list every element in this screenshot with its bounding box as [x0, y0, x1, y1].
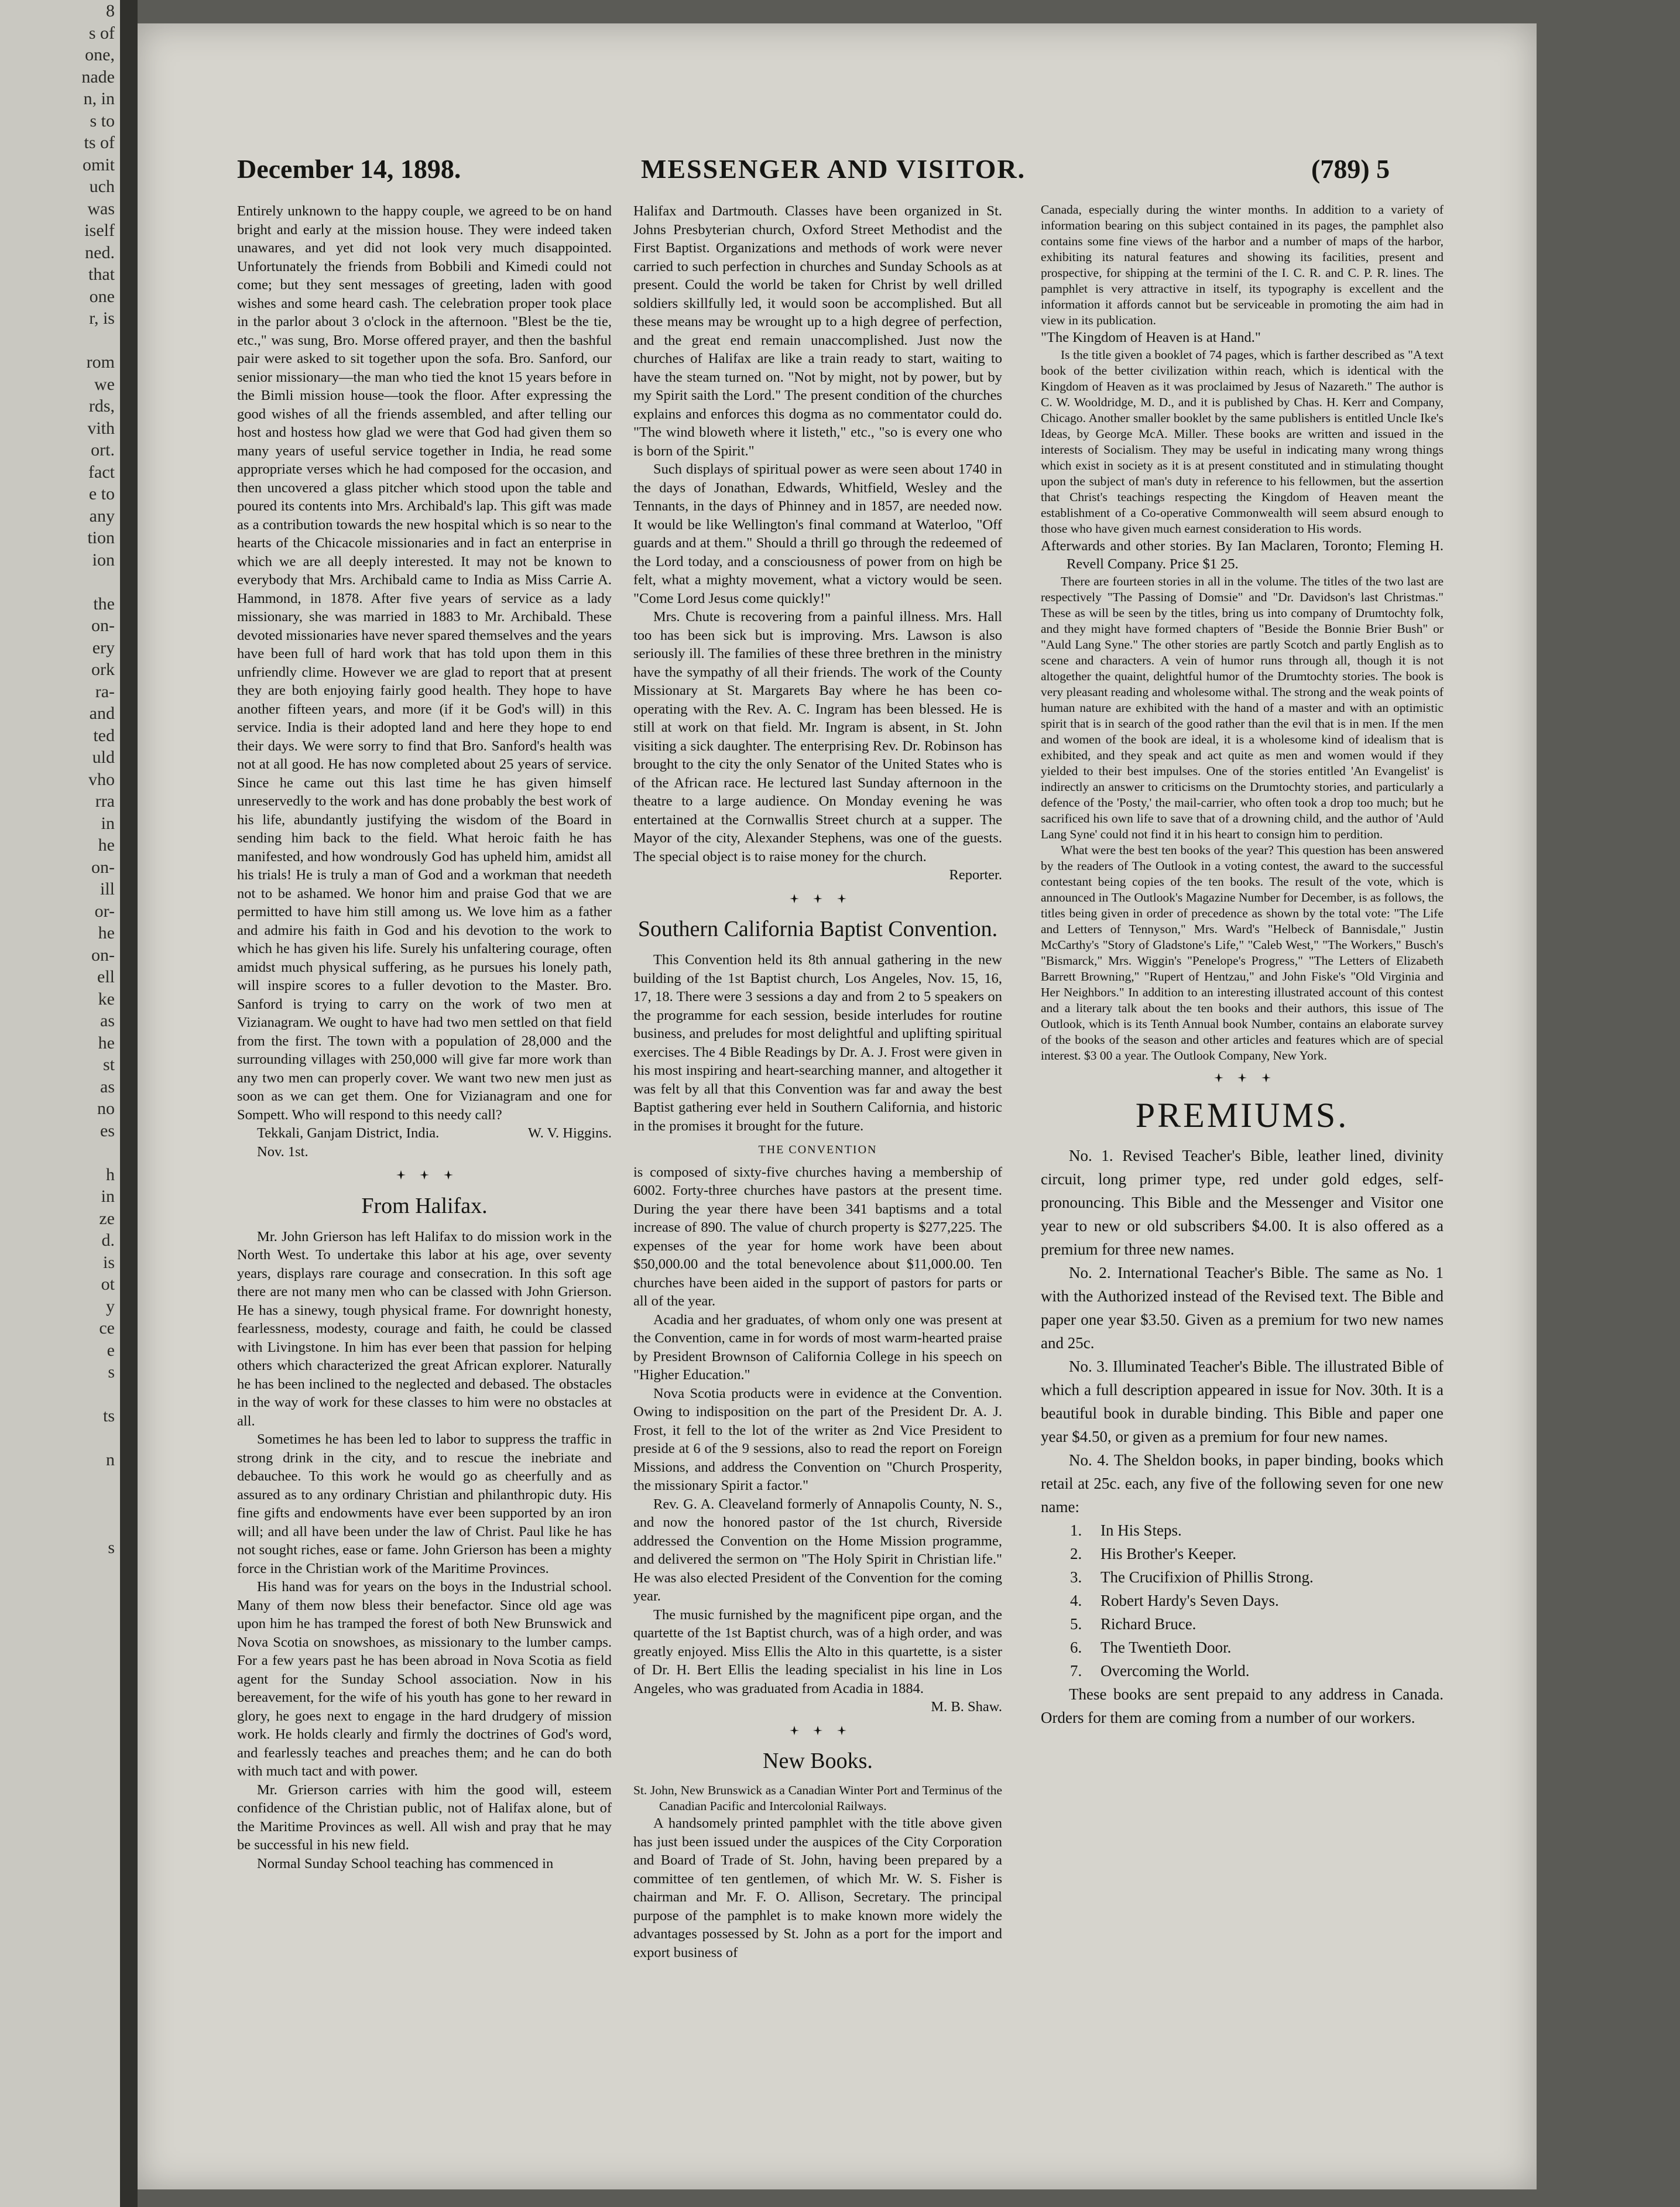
- header-page-number: (789) 5: [1311, 154, 1390, 184]
- margin-line: he: [98, 1033, 115, 1053]
- column-1: [237, 202, 612, 1873]
- margin-line: uld: [92, 748, 115, 767]
- paragraph: The music furnished by the magnificent pipe organ, and the quartette of the 1st Baptist church, was of a high order, and was greatly enjoyed. Miss Ellis the Alto in this quartette, is a sister of Dr. H. Bert Ellis the leading specialist in his line in Los Angeles, who was graduated from Acadia in 1884.: [633, 1606, 1002, 1697]
- separator: [633, 890, 1002, 909]
- header-date: December 14, 1898.: [237, 154, 461, 184]
- margin-line: in: [101, 813, 115, 833]
- list-item-number: 7.: [1070, 1662, 1082, 1680]
- paragraph: Such displays of spiritual power as were seen about 1740 in the days of Jonathan, Edwards, Whitfield, Wesley and the Tennants, in the days of Phinney and in 1857, are needed now. It would be like Wellington's final command at Waterloo, "Off guards and at them." Should a thrill go through the redeemed of the Lord today, and a consciousness of power from on high be felt, what a mighty movement, what a victory would be seen. "Come Lord Jesus come quickly!": [633, 461, 1002, 606]
- margin-line: n: [106, 1450, 115, 1469]
- header-title: MESSENGER AND VISITOR.: [641, 154, 1026, 184]
- margin-line: vho: [88, 769, 115, 789]
- margin-line: ned.: [85, 242, 115, 262]
- book-entry-title: St. John, New Brunswick as a Canadian Winter Port and Terminus of the Canadian Pacific and Intercolonial Railways.: [633, 1783, 1002, 1813]
- paragraph: Acadia and her graduates, of whom only one was present at the Convention, came in for words of most warm-hearted praise by President Brownson of California College in his speech on "Higher Education.": [633, 1311, 1002, 1383]
- margin-line: he: [98, 923, 115, 943]
- margin-line: ery: [92, 638, 115, 657]
- margin-line: ts of: [84, 133, 115, 152]
- margin-line: ill: [100, 879, 115, 899]
- paragraph: A handsomely printed pamphlet with the title above given has just been issued under the auspices of the City Corporation and Board of Trade of St. John, having been prepared by a committee of ten gentlemen, of which Mr. W. S. Fisher is chairman and Mr. F. O. Allison, Secretary. The principal purpose of the pamphlet is to make known more widely the advantages possessed by St. John as a port for the import and export business of: [633, 1815, 1002, 1961]
- margin-line: [4, 1383, 115, 1406]
- margin-line: any: [89, 506, 115, 526]
- margin-line: [4, 571, 115, 593]
- margin-line: iself: [84, 221, 115, 240]
- dingbat-separator-icon: [1236, 1072, 1248, 1084]
- dingbat-separator-icon: [443, 1169, 454, 1181]
- sheldon-books-list: [1041, 1519, 1444, 1682]
- margin-line: omit: [82, 155, 115, 174]
- list-item: [1070, 1542, 1444, 1565]
- premium-item: No. 1. Revised Teacher's Bible, leather lined, divinity circuit, long primer type, red under gold edges, self-pronouncing. This Bible and the Messenger and Visitor one year to new or old subscribers $4.00. It is also offered as a premium for three new names.: [1041, 1147, 1444, 1258]
- list-item-number: 4.: [1070, 1592, 1082, 1609]
- margin-line: is: [102, 1252, 115, 1272]
- list-item-number: 2.: [1070, 1545, 1082, 1562]
- margin-line: ts: [102, 1406, 115, 1425]
- premium-item: No. 2. International Teacher's Bible. The same as No. 1 with the Authorized instead of the Revised text. The Bible and paper one year $3.50. Given as a premium for two new names and 25c.: [1041, 1264, 1444, 1352]
- list-item-number: 1.: [1070, 1521, 1082, 1539]
- list-item-title: The Crucifixion of Phillis Strong.: [1100, 1568, 1314, 1586]
- signature: [237, 1124, 612, 1143]
- margin-line: y: [106, 1296, 115, 1316]
- book-entry-title: "The Kingdom of Heaven is at Hand.": [1041, 330, 1261, 345]
- margin-line: ion: [92, 550, 115, 570]
- signature-place: Tekkali, Ganjam District, India.: [257, 1125, 440, 1141]
- section-heading-california: Southern California Baptist Convention.: [637, 917, 998, 941]
- margin-line: ort.: [91, 440, 115, 460]
- margin-line: one,: [85, 45, 115, 64]
- margin-line: that: [88, 265, 115, 284]
- column-3: [1041, 202, 1444, 1729]
- margin-line: s to: [90, 111, 115, 131]
- dingbat-separator-icon: [836, 893, 848, 904]
- paragraph: Mr. John Grierson has left Halifax to do mission work in the North West. To undertake this labor at his age, over seventy years, displays rare courage and consecration. In this soft age there are not many men who can be classed with John Grierson. He has a sinewy, tough physical frame. For downright honesty, fearlessness, modesty, courage and faith, he could be classed with Livingstone. In him has ever been that passion for helping others which characterized the great African explorer. Naturally he has been inclined to the neglected and debased. The obstacles in the way of work for these classes to him were no obstacles at all.: [237, 1228, 612, 1429]
- list-item: [1070, 1519, 1444, 1542]
- margin-line: uch: [89, 177, 115, 196]
- margin-line: as: [100, 1077, 115, 1096]
- book-gutter: [120, 0, 138, 2207]
- signature-date: Nov. 1st.: [257, 1143, 308, 1160]
- list-item-title: Richard Bruce.: [1100, 1615, 1196, 1633]
- margin-line: 8: [106, 1, 115, 20]
- margin-line: d.: [101, 1231, 115, 1250]
- paragraph: Rev. G. A. Cleaveland formerly of Annapolis County, N. S., and now the honored pastor of the 1st church, Riverside addressed the Convention on the Home Mission programme, and delivered the sermon on "The Holy Spirit in Christian life." He was also elected President of the Convention for the coming year.: [633, 1496, 1002, 1604]
- section-heading-premiums: PREMIUMS.: [1135, 1096, 1349, 1135]
- margin-line: ork: [91, 660, 115, 679]
- margin-line: tion: [87, 528, 115, 547]
- margin-line: [4, 1471, 115, 1493]
- paragraph: Canada, especially during the winter months. In addition to a variety of information bearing on this subject contained in its pages, the pamphlet also contains some fine views of the harbor and a number of maps of the harbor, exhibiting its natural features and showing its facilities, present and prospective, for shipping at the termini of the I. C. R. and C. P. R. lines. The pamphlet is very attractive in itself, its typography is excellent and the information it affords cannot but be serviceable in promoting the aim had in view in its publication.: [1041, 203, 1444, 327]
- byline-reporter: Reporter.: [949, 867, 1002, 883]
- margin-line: n, in: [83, 89, 115, 108]
- margin-line: st: [102, 1055, 115, 1074]
- byline-shaw: M. B. Shaw.: [931, 1699, 1002, 1715]
- signature-name: W. V. Higgins.: [527, 1125, 612, 1141]
- paragraph: This Convention held its 8th annual gathering in the new building of the 1st Baptist church, Los Angeles, Nov. 15, 16, 17, 18. There were 3 sessions a day and from 2 to 5 speakers on the programme for each session, beside interludes for routine business, and preludes for most delightful and uplifting spiritual exercises. The 4 Bible Readings by Dr. A. J. Frost were given in his most inspiring and heart-searching manner, and altogether it was felt by all that this Convention was far and away the best Baptist gathering ever held in Southern California, and historic in the promises it brought for the future.: [633, 952, 1002, 1134]
- margin-line: [4, 1559, 115, 1581]
- paragraph: Normal Sunday School teaching has commenced in: [257, 1855, 554, 1872]
- margin-line: r, is: [89, 309, 115, 328]
- paragraph: What were the best ten books of the year? This question has been answered by the readers of The Outlook in a voting contest, the award to the successful contestant being copies of the ten books. The result of the vote, which is announced in The Outlook's Magazine Number for December, is as follows, the titles being given in order of precedence as shown by the total vote: "The Life and Letters of Tennyson," Mrs. Ward's "Helbeck of Bannisdale," Justin McCarthy's "Story of Gladstone's Life," "Caleb West," "The Workers," Busch's "Bismarck," Mrs. Wiggin's "Penelope's Progress," "The Letters of Elizabeth Barrett Browning," "Rupert of Hentzau," and John Fiske's "Old Virginia and Her Neighbors." In addition to an interesting illustrated account of this contest and a literary talk about the ten books and their authors, this issue of The Outlook, which is its Tenth Annual book Number, contains an elaborate survey of the books of the season and other articles and features which are of special interest. $3 00 a year. The Outlook Company, New York.: [1041, 842, 1444, 1063]
- margin-line: s: [108, 1538, 115, 1557]
- margin-line: ze: [99, 1208, 115, 1228]
- margin-line: one: [89, 286, 115, 306]
- dingbat-separator-icon: [395, 1169, 407, 1181]
- premium-note: These books are sent prepaid to any address in Canada. Orders for them are coming from a number of our workers.: [1041, 1685, 1444, 1726]
- margin-line: as: [100, 1011, 115, 1030]
- margin-line: on-: [91, 857, 115, 877]
- list-item: [1070, 1612, 1444, 1636]
- margin-line: vith: [87, 418, 115, 438]
- margin-line: ell: [97, 967, 115, 986]
- margin-line: on-: [91, 945, 115, 965]
- margin-line: we: [94, 374, 115, 394]
- paragraph: Sometimes he has been led to labor to suppress the traffic in strong drink in the city, and to rescue the inebriate and debauchee. To this work he would go as cheerfully and as assured as to any ordinary Christian and philanthropic duty. His fine gifts and endowments have ever been supported by an iron will; and all have been under the law of Christ. Paul like he has not sought riches, ease or fame. John Grierson has been a mighty force in the Christian work of the Maritime Provinces.: [237, 1431, 612, 1577]
- separator: [237, 1167, 612, 1185]
- premiums-section: [1041, 1144, 1444, 1729]
- margin-line: s of: [88, 23, 115, 43]
- margin-line: rds,: [88, 396, 115, 416]
- list-item-title: Robert Hardy's Seven Days.: [1100, 1592, 1279, 1609]
- margin-line: on-: [91, 616, 115, 635]
- list-item-title: In His Steps.: [1100, 1521, 1182, 1539]
- list-item: [1070, 1636, 1444, 1659]
- list-item: [1070, 1659, 1444, 1682]
- column-2: [633, 202, 1002, 1962]
- dingbat-separator-icon: [812, 893, 824, 904]
- dingbat-separator-icon: [419, 1169, 430, 1181]
- paragraph: His hand was for years on the boys in the Industrial school. Many of them now bless their benefactor. Since old age was upon him he has tramped the forest of both New Brunswick and Nova Scotia on snowshoes, as missionary to the lumber camps. For a few years past he has been abroad in Nova Scotia as field agent for the Sunday School association. Now in his bereavement, for the wife of his youth has gone to her reward in glory, he goes next to engage in the hard drudgery of mission work. He holds clearly and firmly the doctrines of God's word, and fearlessly teaches and preaches them; and he can do both with much tact and with power.: [237, 1579, 612, 1779]
- book-entry-title: Afterwards and other stories. By Ian Maclaren, Toronto; Fleming H. Revell Company. Price $1 25.: [1041, 537, 1444, 572]
- margin-line: e: [107, 1340, 115, 1360]
- list-item-number: 6.: [1070, 1639, 1082, 1656]
- section-heading-new-books: New Books.: [763, 1749, 873, 1773]
- running-head: [237, 153, 1408, 189]
- margin-line: rom: [86, 352, 115, 372]
- paragraph: Mr. Grierson carries with him the good will, esteem confidence of the Christian public, not of Halifax alone, but of the Maritime Provinces as well. All wish and pray that he may be successful in his new field.: [237, 1781, 612, 1853]
- margin-line: ke: [98, 989, 115, 1009]
- dingbat-separator-icon: [812, 1725, 824, 1736]
- margin-line: he: [98, 835, 115, 855]
- section-heading-halifax: From Halifax.: [361, 1193, 488, 1218]
- subheading: THE CONVENTION: [758, 1143, 877, 1156]
- margin-line: nade: [81, 67, 115, 87]
- margin-line: in: [101, 1187, 115, 1206]
- paragraph: Is the title given a booklet of 74 pages, which is farther described as "A text book of the better civilization within reach, which is identical with the Kingdom of Heaven as it was proclaimed by Jesus of Nazareth." The author is C. W. Wooldridge, M. D., and it is published by Chas. H. Kerr and Company, Chicago. Another smaller booklet by the same publishers is entitled Uncle Ike's Ideas, by George McA. Miller. These books are written and issued in the interests of Socialism. They may be useful in indicating many wrong things which exist in society as it is at present constituted and in stimulating thought upon the subject of man's duty in reference to his fellowmen, but the assertion that Christ's teachings respecting the Kingdom of Heaven meant the establishment of a Co-operative Commonwealth will seem absurd enough to those who have given much earnest consideration to His words.: [1041, 347, 1444, 536]
- list-item-number: 3.: [1070, 1568, 1082, 1586]
- margin-line: ra-: [95, 681, 115, 701]
- dingbat-separator-icon: [788, 893, 800, 904]
- dingbat-separator-icon: [788, 1725, 800, 1736]
- margin-line: no: [97, 1099, 115, 1118]
- margin-line: [4, 1142, 115, 1164]
- premium-item: No. 3. Illuminated Teacher's Bible. The illustrated Bible of which a full description appeared in issue for Nov. 30th. It is a beautiful book in durable binding. This Bible and paper one year $4.50, or given as a premium for four new names.: [1041, 1358, 1444, 1445]
- margin-line: [4, 1515, 115, 1537]
- paragraph: Halifax and Dartmouth. Classes have been organized in St. Johns Presbyterian church, Oxford Street Methodist and the First Baptist. Organizations and methods of work were never carried to such perfection in churches and Sunday Schools as at present. Could the world be taken for Christ by well drilled soldiers skillfully led, it would soon be accomplished. But all these means may be wrought up to a high degree of perfection, and the great end remain unaccomplished. Just now the churches of Halifax are like a train ready to start, waiting to have the steam turned on. "Not by might, not by power, but by my Spirit saith the Lord." The present condition of the churches explains and enforces this dogma as no commentator could do. "The wind bloweth where it listeth," etc., "so is every one who is born of the Spirit.": [633, 203, 1002, 459]
- margin-line: ted: [93, 725, 115, 745]
- margin-line: [4, 330, 115, 352]
- premium-item: No. 4. The Sheldon books, in paper binding, books which retail at 25c. each, any five of the following seven for one new name:: [1041, 1451, 1444, 1516]
- margin-line: was: [87, 198, 115, 218]
- paragraph: There are fourteen stories in all in the volume. The titles of the two last are respectively "The Passing of Domsie" and "Dr. Davidson's last Christmas." These as will be seen by the titles, bring us into company of Drumtochty folk, and they might have formed chapters of "Beside the Bonnie Brier Bush" or "Auld Lang Syne." The other stories are partly Scotch and partly English as to scene and characters. A vein of humor runs through all, though it is not altogether the quaint, delightful humor of the Drumtochty stories. The book is very pleasant reading and wholesome withal. The strong and the weak points of human nature are exhibited with the hand of a master and with an optimistic spirit that is in search of the good rather than the evil that is in men. If the men and women of the book are ideal, it is a wholesome kind of idealism that is exhibited, and they speak and act quite as men and women would if they yielded to their best impulses. One of the stories entitled 'An Evangelist' is indirectly an answer to criticisms on the Drumtochty stories, and particularly a defence of the 'Posty,' the mail-carrier, who often took a drop too much; but he sacrificed his own life to save that of a drowning child, and the author of 'Auld Lang Syne' could not find it in his heart to consign him to perdition.: [1041, 574, 1444, 841]
- margin-line: and: [89, 704, 115, 723]
- margin-line: ce: [99, 1318, 115, 1338]
- list-item-title: His Brother's Keeper.: [1100, 1545, 1237, 1562]
- margin-line: or-: [94, 901, 115, 921]
- previous-page-margin-text: [4, 0, 115, 1581]
- margin-line: fact: [88, 462, 115, 482]
- paragraph: is composed of sixty-five churches having a membership of 6002. Forty-three churches have pastors at the present time. During the year there have been 341 baptisms and a total increase of 890. The value of church property is $277,225. The expenses of the year for home work have been about $50,000.00 and the total benevolence about $11,000.00. Ten churches have been aided in the support of pastors for parts or all of the year.: [633, 1164, 1002, 1309]
- paragraph: Entirely unknown to the happy couple, we agreed to be on hand bright and early at the mission house. They were indeed taken unawares, and yet did not look very much disappointed. Unfortunately the friends from Bobbili and Kimedi could not come; but they sent messages of greeting, laden with good wishes and some heard cash. The celebration proper took place in the parlor about 3 o'clock in the afternoon. "Blest be the tie, etc.," was sung, Bro. Morse offered prayer, and then the bashful pair were asked to sit together upon the sofa. Bro. Sanford, our senior missionary—the man who tied the knot 15 years before in the Bimli mission house—took the floor. After expressing the good wishes of all the friends assembled, and after telling our host and hostess how glad we were that God had given them so many years of useful service together in India, he read some appropriate verses which he had composed for the occasion, and then uncovered a glass pitcher which stood upon the table and poured its contents into Mrs. Archibald's lap. This gift was made as a contribution towards the new hospital which is so near to the hearts of the Chicacole missionaries and in fact an enterprise in which we are all deeply interested. It may not be known to everybody that Mrs. Archibald came to India as Miss Carrie A. Hammond, in 1878. After five years of service as a lady missionary, she was married in 1883 to Mr. Archibald. These devoted missionaries have never spared themselves and the years have been full of hard work that has told upon them in this unfriendly clime. However we are glad to report that at present they are both enjoying fairly good health. They hope to have another fifteen years, and more (if it be God's will) in this service. India is their adopted land and here they hope to end their days. We were sorry to find that Bro. Sanford's health was not at all good. He has now completed about 25 years of service. Since he came out this last time he has given himself unreservedly to the work and has done probably the best work of his life, abundantly justifying the wisdom of the Board in sending him back to the field. What heroic faith he has manifested, and how wondrously God has upheld him, amidst all his trials! He is truly a man of God and a workman that needeth not to be ashamed. We honor him and praise God that we are permitted to have him still among us. We love him as a father and admire his faith in God and his devotion to the work to which he has given his life. Surely his unfaltering courage, often amidst much physical suffering, as he pursues his lonely path, will inspire scores to a fuller devotion to the Master. Bro. Sanford is trying to carry on the work of two men at Vizianagram. We ought to have had two men settled on that field from the first. The town with a population of 28,000 and the surrounding villages with 250,000 will give far more work than any two men can properly cover. We want two new men just as soon as we can get them. One for Vizianagram and one for Sompett. Who will respond to this needy call?: [237, 203, 612, 1123]
- margin-line: [4, 1493, 115, 1515]
- separator: [633, 1722, 1002, 1741]
- list-item-number: 5.: [1070, 1615, 1082, 1633]
- paragraph: Nova Scotia products were in evidence at the Convention. Owing to indisposition on the part of the President Dr. A. J. Frost, it fell to the lot of the writer as 2nd Vice President to preside at 6 of the 9 sessions, also to read the report on Foreign Missions, and address the Convention on "Church Prosperity, the missionary Spirit a factor.": [633, 1385, 1002, 1493]
- list-item-title: Overcoming the World.: [1100, 1662, 1250, 1680]
- separator: [1041, 1070, 1444, 1088]
- margin-line: e to: [88, 484, 115, 503]
- margin-line: the: [93, 594, 115, 614]
- paragraph: Mrs. Chute is recovering from a painful illness. Mrs. Hall too has been sick but is improving. Mrs. Lawson is also seriously ill. The families of these three brethren in the ministry have the sympathy of all their friends. The work of the County Missionary at St. Margarets Bay where he has been co-operating with the Rev. A. C. Ingram has been blessed. He is still at work on that field. Mr. Ingram is absent, in St. John visiting a sick daughter. The enterprising Rev. Dr. Robinson has brought to the city the only Senator of the United States who is of the African race. He lectured last Sunday afternoon in the theatre to a large audience. On Monday evening he was entertained at the Cornwallis Street church at a supper. The Mayor of the city, Alexander Stephens, was one of the guests. The special object is to raise money for the church.: [633, 609, 1002, 865]
- margin-line: rra: [95, 791, 115, 811]
- list-item-title: The Twentieth Door.: [1100, 1639, 1232, 1656]
- previous-page-edge: [0, 0, 120, 2207]
- margin-line: s: [108, 1362, 115, 1382]
- list-item: [1070, 1565, 1444, 1589]
- dingbat-separator-icon: [1260, 1072, 1272, 1084]
- margin-line: h: [106, 1164, 115, 1184]
- margin-line: es: [100, 1120, 115, 1140]
- margin-line: ot: [101, 1274, 115, 1294]
- list-item: [1070, 1589, 1444, 1612]
- margin-line: [4, 1427, 115, 1449]
- dingbat-separator-icon: [1213, 1072, 1225, 1084]
- dingbat-separator-icon: [836, 1725, 848, 1736]
